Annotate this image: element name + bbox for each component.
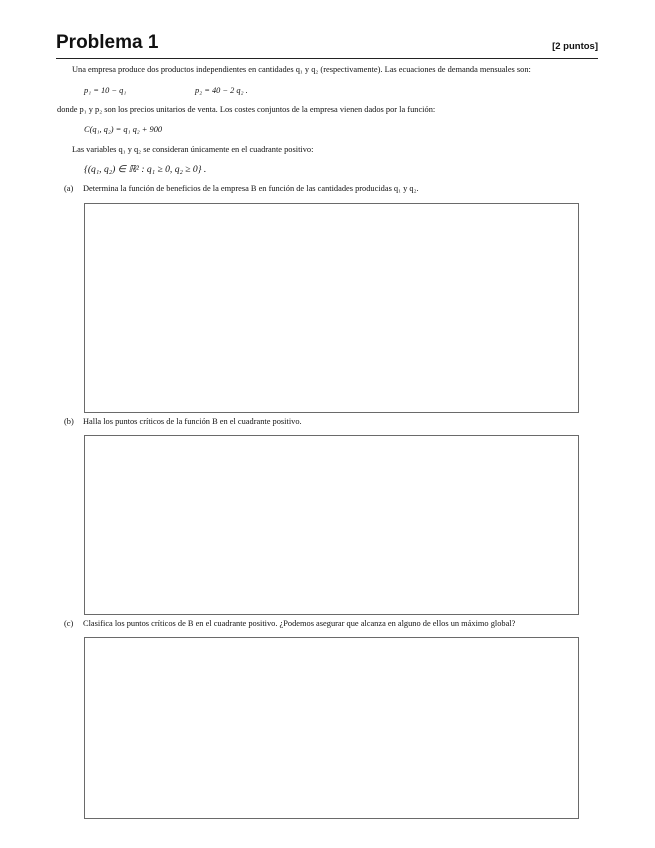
problem-title: Problema 1	[56, 32, 159, 53]
problem-header	[56, 30, 598, 59]
part-b-label: (b)	[64, 417, 74, 426]
part-a-question: Determina la función de beneficios de la empresa B en función de las cantidades producidas q₁ y q₂.	[83, 184, 419, 193]
statement-intro: Una empresa produce dos productos independientes en cantidades q₁ y q₂ (respectivamente). Las ecuaciones de demanda mensuales son:	[72, 65, 531, 74]
cost-function: C(q₁, q₂) = q₁ q₂ + 900	[84, 125, 163, 134]
part-c-answer-box[interactable]	[84, 637, 579, 819]
part-c-question: Clasifica los puntos críticos de B en el cuadrante positivo. ¿Podemos asegurar que alcanza en alguno de ellos un máximo global?	[83, 619, 516, 628]
demand-equation-p2: p₂ = 40 − 2 q₂ .	[195, 86, 248, 95]
part-a-answer-box[interactable]	[84, 203, 579, 413]
demand-equation-p1: p₁ = 10 − q₁	[84, 86, 127, 95]
part-c-label: (c)	[64, 619, 74, 628]
domain-set: {(q₁, q₂) ∈ ℝ² : q₁ ≥ 0, q₂ ≥ 0} .	[84, 164, 207, 175]
statement-costs: donde p₁ y p₂ son los precios unitarios de venta. Los costes conjuntos de la empresa vienen dados por la función:	[57, 105, 436, 114]
part-a-label: (a)	[64, 184, 74, 193]
problem-points: [2 puntos]	[552, 41, 598, 52]
part-b-question: Halla los puntos críticos de la función B en el cuadrante positivo.	[83, 417, 302, 426]
statement-domain: Las variables q₁ y q₂ se consideran únicamente en el cuadrante positivo:	[72, 145, 314, 154]
part-b-answer-box[interactable]	[84, 435, 579, 615]
